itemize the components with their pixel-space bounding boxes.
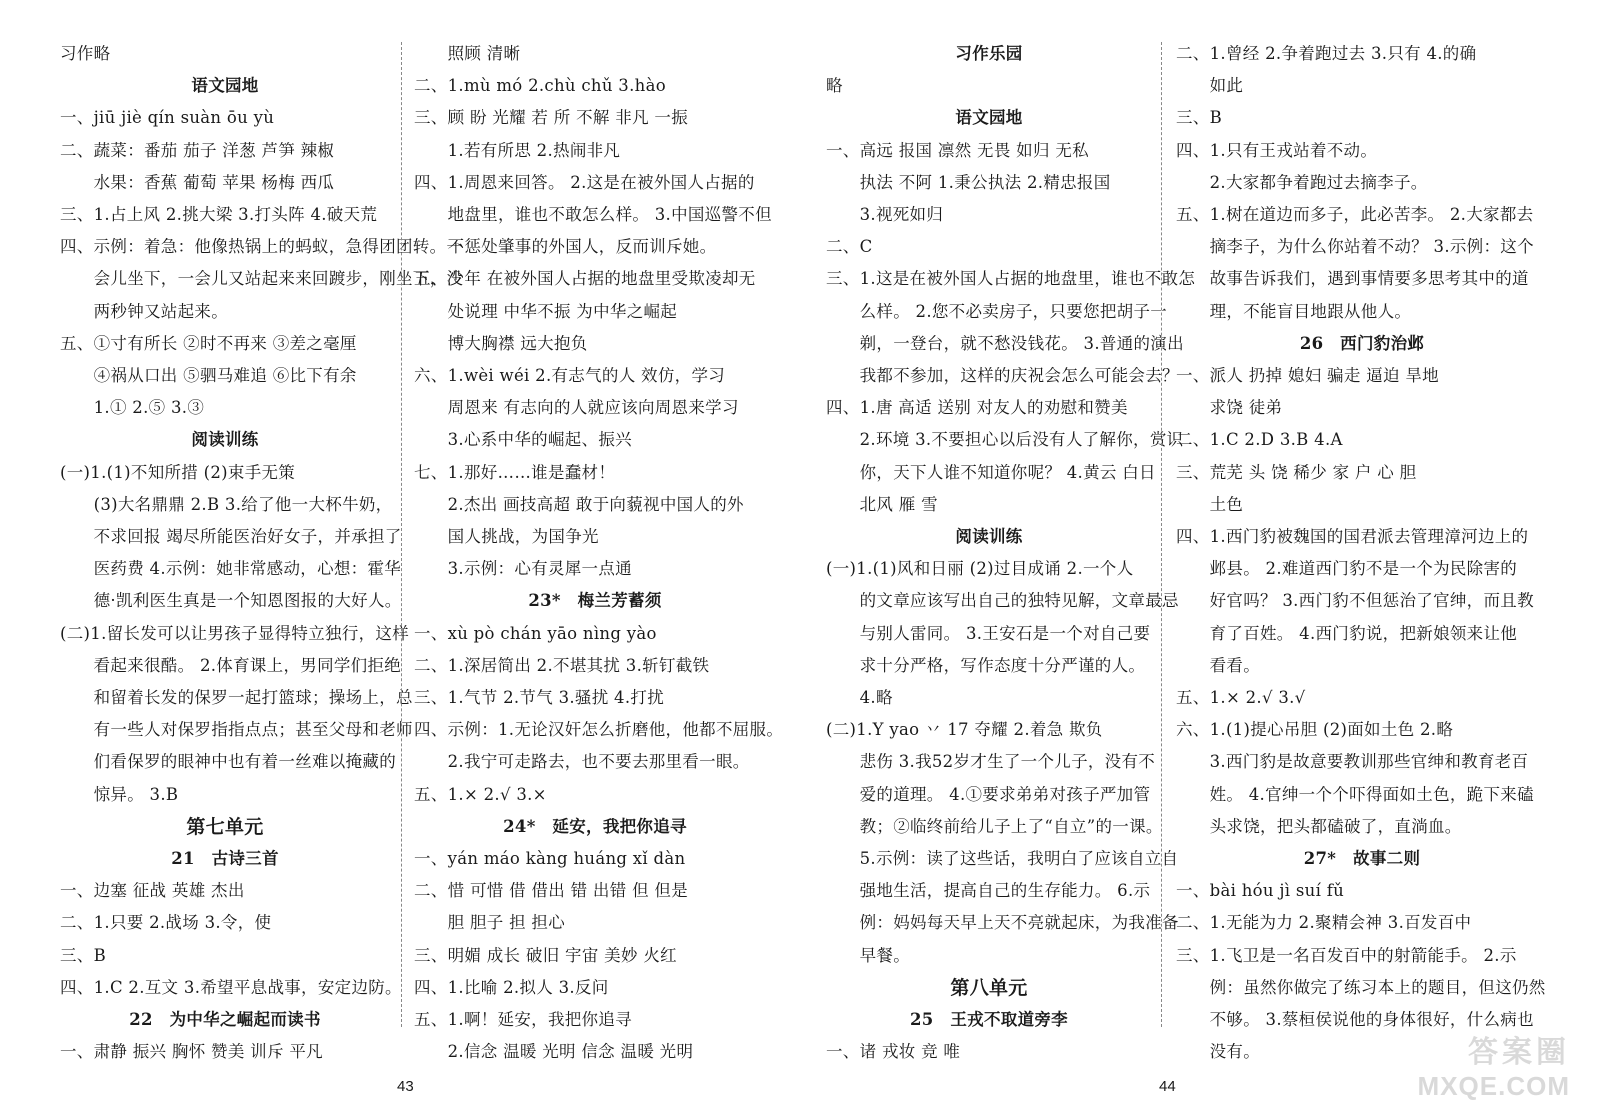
answer-line: 三、1.这是在被外国人占据的地盘里，谁也不敢怎 [826,269,1196,289]
answer-line: 国人挑战，为国争光 [414,527,599,547]
answer-line: 四、示例：1.无论汉奸怎么折磨他，他都不屈服。 [414,720,784,740]
unit-heading: 第八单元 [950,976,1028,999]
answer-line: 惊异。 3.B [60,784,179,804]
answer-line: 六、1.(1)提心吊胆 (2)面如土色 2.略 [1176,720,1454,740]
answer-line: 七、1.那好……谁是蠢材！ [414,462,616,482]
answer-line: 摘李子，为什么你站着不动？ 3.示例：这个 [1176,237,1534,257]
answer-line: 如此 [1176,76,1244,96]
answer-line: (一)1.(1)风和日丽 (2)过目成诵 2.一个人 [826,559,1134,579]
answer-line: 处说理 中华不振 为中华之崛起 [414,301,678,321]
answer-line: 习作略 [60,44,111,63]
answer-line: 强地生活，提高自己的生存能力。 6.示 [826,881,1151,901]
answer-line: 略 [826,76,843,96]
answer-line: 北风 雁 雪 [826,494,938,514]
answer-line: 育了百姓。 4.西门豹说，把新娘领来让他 [1176,623,1518,643]
answer-line: 早餐。 [826,945,910,965]
answer-line: 不够。 3.蔡桓侯说他的身体很好，什么病也 [1176,1010,1534,1030]
answer-line: 三、荒芜 头 饶 稀少 家 户 心 胆 [1176,462,1417,482]
lesson-heading: 25 王戎不取道旁李 [910,1010,1068,1030]
answer-line: 六、1.wèi wéi 2.有志气的人 效仿，学习 [414,366,726,386]
answer-line: 看看。 [1176,655,1260,675]
answer-line: 有一些人对保罗指指点点；甚至父母和老师 [60,720,413,740]
answer-line: (二)1.留长发可以让男孩子显得特立独行，这样 [60,623,410,643]
answer-line: 医药费 4.示例：她非常感动，心想：霍华 [60,559,402,579]
answer-line: 悲伤 3.我52岁才生了一个儿子，没有不 [826,752,1156,772]
answer-line: 照顾 清晰 [414,44,521,63]
answer-line: 二、C [826,237,873,257]
answer-line: 4.略 [826,688,893,708]
answer-line: 的文章应该写出自己的独特见解，文章最忌 [826,591,1179,611]
answer-line: 执法 不阿 1.秉公执法 2.精忠报国 [826,172,1111,192]
answer-column-2 [414,38,784,1069]
answer-line: 一、yán máo kàng huáng xǐ dàn [414,849,686,869]
answer-line: 2.我宁可走路去，也不要去那里看一眼。 [414,752,750,772]
answer-line: 邺县。 2.难道西门豹不是一个为民除害的 [1176,559,1518,579]
answer-line: 四、示例：着急：他像热锅上的蚂蚁，急得团团转。一 [60,237,464,257]
answer-line: 2.杰出 画技高超 敢于向藐视中国人的外 [414,494,744,514]
answer-line: 土色 [1176,494,1244,514]
answer-line: 三、明媚 成长 破旧 宇宙 美妙 火红 [414,945,677,965]
answer-line: 二、惜 可惜 借 借出 错 出错 但 但是 [414,881,689,901]
answer-line: 三、1.占上风 2.挑大梁 3.打头阵 4.破天荒 [60,205,378,225]
answer-line: 二、1.曾经 2.争着跑过去 3.只有 4.的确 [1176,44,1477,63]
answer-line: 我都不参加，这样的庆祝会怎么可能会去？ [826,366,1179,386]
answer-line: 五、1.树在道边而多子，此必苦李。 2.大家都去 [1176,205,1534,225]
answer-line: 四、1.C 2.互文 3.希望平息战事，安定边防。 [60,977,402,997]
answer-line: 四、1.唐 高适 送别 对友人的劝慰和赞美 [826,398,1128,418]
answer-column-1 [60,38,464,1069]
answer-line: 四、1.西门豹被魏国的国君派去管理漳河边上的 [1176,527,1529,547]
answer-line: 地盘里，谁也不敢怎么样。 3.中国巡警不但 [414,205,772,225]
column-divider [1161,42,1162,1027]
answer-line: 会儿坐下，一会儿又站起来来回踱步，刚坐下，没 [60,269,464,289]
section-heading: 语文园地 [191,76,259,96]
answer-line: 水果：香蕉 葡萄 苹果 杨梅 西瓜 [60,172,335,192]
answer-line: 一、xù pò chán yāo nìng yào [414,623,657,643]
answer-line: 头求饶，把头都磕破了，直淌血。 [1176,816,1462,836]
answer-line: 三、B [1176,108,1223,128]
answer-line: 1.若有所思 2.热闹非凡 [414,140,621,160]
answer-line: (二)1.Y yao 丷 17 夺耀 2.着急 欺负 [826,720,1103,740]
watermark-text: 答案圈 [1468,1036,1570,1069]
answer-line: 求饶 徒弟 [1176,398,1283,418]
answer-line: 二、1.mù mó 2.chù chǔ 3.hào [414,76,666,96]
answer-line: 四、1.比喻 2.拟人 3.反问 [414,977,609,997]
answer-line: 和留着长发的保罗一起打篮球；操场上，总 [60,688,413,708]
answer-line: 3.西门豹是故意要教训那些官绅和教育老百 [1176,752,1529,772]
answer-line: 2.信念 温暖 光明 信念 温暖 光明 [414,1042,694,1062]
answer-line: 不求回报 竭尽所能医治好女子，并承担了 [60,527,402,547]
answer-line: 三、1.飞卫是一名百发百中的射箭能手。 2.示 [1176,945,1517,965]
answer-line: 四、1.只有王戎站着不动。 [1176,140,1378,160]
answer-line: 胆 胆子 担 担心 [414,913,566,933]
answer-line: (一)1.(1)不知所措 (2)束手无策 [60,462,296,482]
answer-line: 三、B [60,945,107,965]
answer-column-4 [1176,38,1548,1069]
answer-line: 们看保罗的眼神中也有着一丝难以掩藏的 [60,752,396,772]
answer-line: 求十分严格，写作态度十分严谨的人。 [826,655,1146,675]
answer-line: 你，天下人谁不知道你呢？ 4.黄云 白日 [826,462,1156,482]
answer-line: 两秒钟又站起来。 [60,301,228,321]
answer-line: 二、1.只要 2.战场 3.令，使 [60,913,272,933]
answer-line: (3)大名鼎鼎 2.B 3.给了他一大杯牛奶， [60,494,393,514]
answer-line: ④祸从口出 ⑤驷马难追 ⑥比下有余 [60,366,357,386]
answer-line: 2.大家都争着跑过去摘李子。 [1176,172,1428,192]
answer-line: 例：妈妈每天早上天不亮就起床，为我准备 [826,913,1179,933]
answer-line: 剃，一登台，就不愁没钱花。 3.普通的演出 [826,333,1184,353]
answer-line: 一、派人 扔掉 媳妇 骗走 逼迫 旱地 [1176,366,1439,386]
lesson-heading: 22 为中华之崛起而读书 [129,1010,321,1030]
unit-heading: 第七单元 [186,815,264,838]
answer-line: 爱的道理。 4.①要求弟弟对孩子严加管 [826,784,1151,804]
answer-line: 五、少年 在被外国人占据的地盘里受欺凌却无 [414,269,756,289]
answer-line: 五、①寸有所长 ②时不再来 ③差之毫厘 [60,333,357,353]
answer-line: 没有。 [1176,1042,1260,1062]
answer-line: 3.视死如归 [826,205,944,225]
answer-line: 五、1.× 2.√ 3.× [414,784,547,804]
answer-column-3 [826,38,1196,1069]
section-heading: 习作乐园 [955,44,1023,63]
answer-line: 姓。 4.官绅一个个吓得面如土色，跪下来磕 [1176,784,1534,804]
lesson-heading: 27* 故事二则 [1303,849,1421,869]
answer-line: 二、1.深居简出 2.不堪其扰 3.斩钉截铁 [414,655,710,675]
answer-line: 与别人雷同。 3.王安石是一个对自己要 [826,623,1151,643]
answer-line: 好官吗？ 3.西门豹不但惩治了官绅，而且教 [1176,591,1534,611]
answer-line: 博大胸襟 远大抱负 [414,333,588,353]
page-number-right: 44 [1159,1078,1176,1095]
answer-line: 例：虽然你做完了练习本上的题目，但这仍然 [1176,977,1546,997]
answer-line: 一、边塞 征战 英雄 杰出 [60,881,245,901]
answer-line: 1.① 2.⑤ 3.③ [60,398,205,418]
answer-line: 一、肃静 振兴 胸怀 赞美 训斥 平凡 [60,1042,323,1062]
answer-line: 三、顾 盼 光耀 若 所 不解 非凡 一振 [414,108,689,128]
answer-line: 五、1.啊！延安，我把你追寻 [414,1010,632,1030]
lesson-heading: 26 西门豹治邺 [1299,333,1425,353]
column-divider [401,42,402,1027]
answer-line: 二、1.无能为力 2.聚精会神 3.百发百中 [1176,913,1472,933]
answer-line: 五、1.× 2.√ 3.√ [1176,688,1306,708]
answer-line: 四、1.周恩来回答。 2.这是在被外国人占据的 [414,172,755,192]
watermark-url: MXQE.COM [1417,1071,1570,1101]
answer-line: 故事告诉我们，遇到事情要多思考其中的道 [1176,269,1529,289]
answer-line: 一、诸 戎妆 竞 唯 [826,1042,961,1062]
answer-line: 一、bài hóu jì suí fǔ [1176,881,1345,901]
answer-line: 5.示例：读了这些话，我明白了应该自立自 [826,849,1179,869]
answer-line: 二、蔬菜：番茄 茄子 洋葱 芦笋 辣椒 [60,140,335,160]
answer-line: 教；②临终前给儿子上了“自立”的一课。 [826,816,1163,836]
answer-line: 看起来很酷。 2.体育课上，男同学们拒绝 [60,655,402,675]
answer-line: 周恩来 有志向的人就应该向周恩来学习 [414,398,739,418]
answer-line: 么样。 2.您不必卖房子，只要您把胡子一 [826,301,1168,321]
answer-line: 不惩处肇事的外国人，反而训斥她。 [414,237,717,257]
watermark-logo [1418,1027,1570,1102]
section-heading: 阅读训练 [191,430,259,450]
answer-line: 一、高远 报国 凛然 无畏 如归 无私 [826,140,1089,160]
lesson-heading: 24* 延安，我把你追寻 [503,816,687,836]
answer-line: 3.心系中华的崛起、振兴 [414,430,632,450]
answer-line: 二、1.C 2.D 3.B 4.A [1176,430,1343,450]
lesson-heading: 23* 梅兰芳蓄须 [528,591,662,611]
answer-line: 2.环境 3.不要担心以后没有人了解你，赏识 [826,430,1184,450]
section-heading: 语文园地 [955,108,1023,128]
answer-line: 德·凯利医生真是一个知恩图报的大好人。 [60,591,402,611]
answer-line: 三、1.气节 2.节气 3.骚扰 4.打扰 [414,688,665,708]
answer-line: 理，不能盲目地跟从他人。 [1176,301,1412,321]
answer-line: 3.示例：心有灵犀一点通 [414,559,632,579]
section-heading: 阅读训练 [955,527,1023,547]
page-number-left: 43 [397,1078,414,1095]
lesson-heading: 21 古诗三首 [171,849,279,869]
answer-line: 一、jiū jiè qín suàn ōu yù [60,108,275,128]
